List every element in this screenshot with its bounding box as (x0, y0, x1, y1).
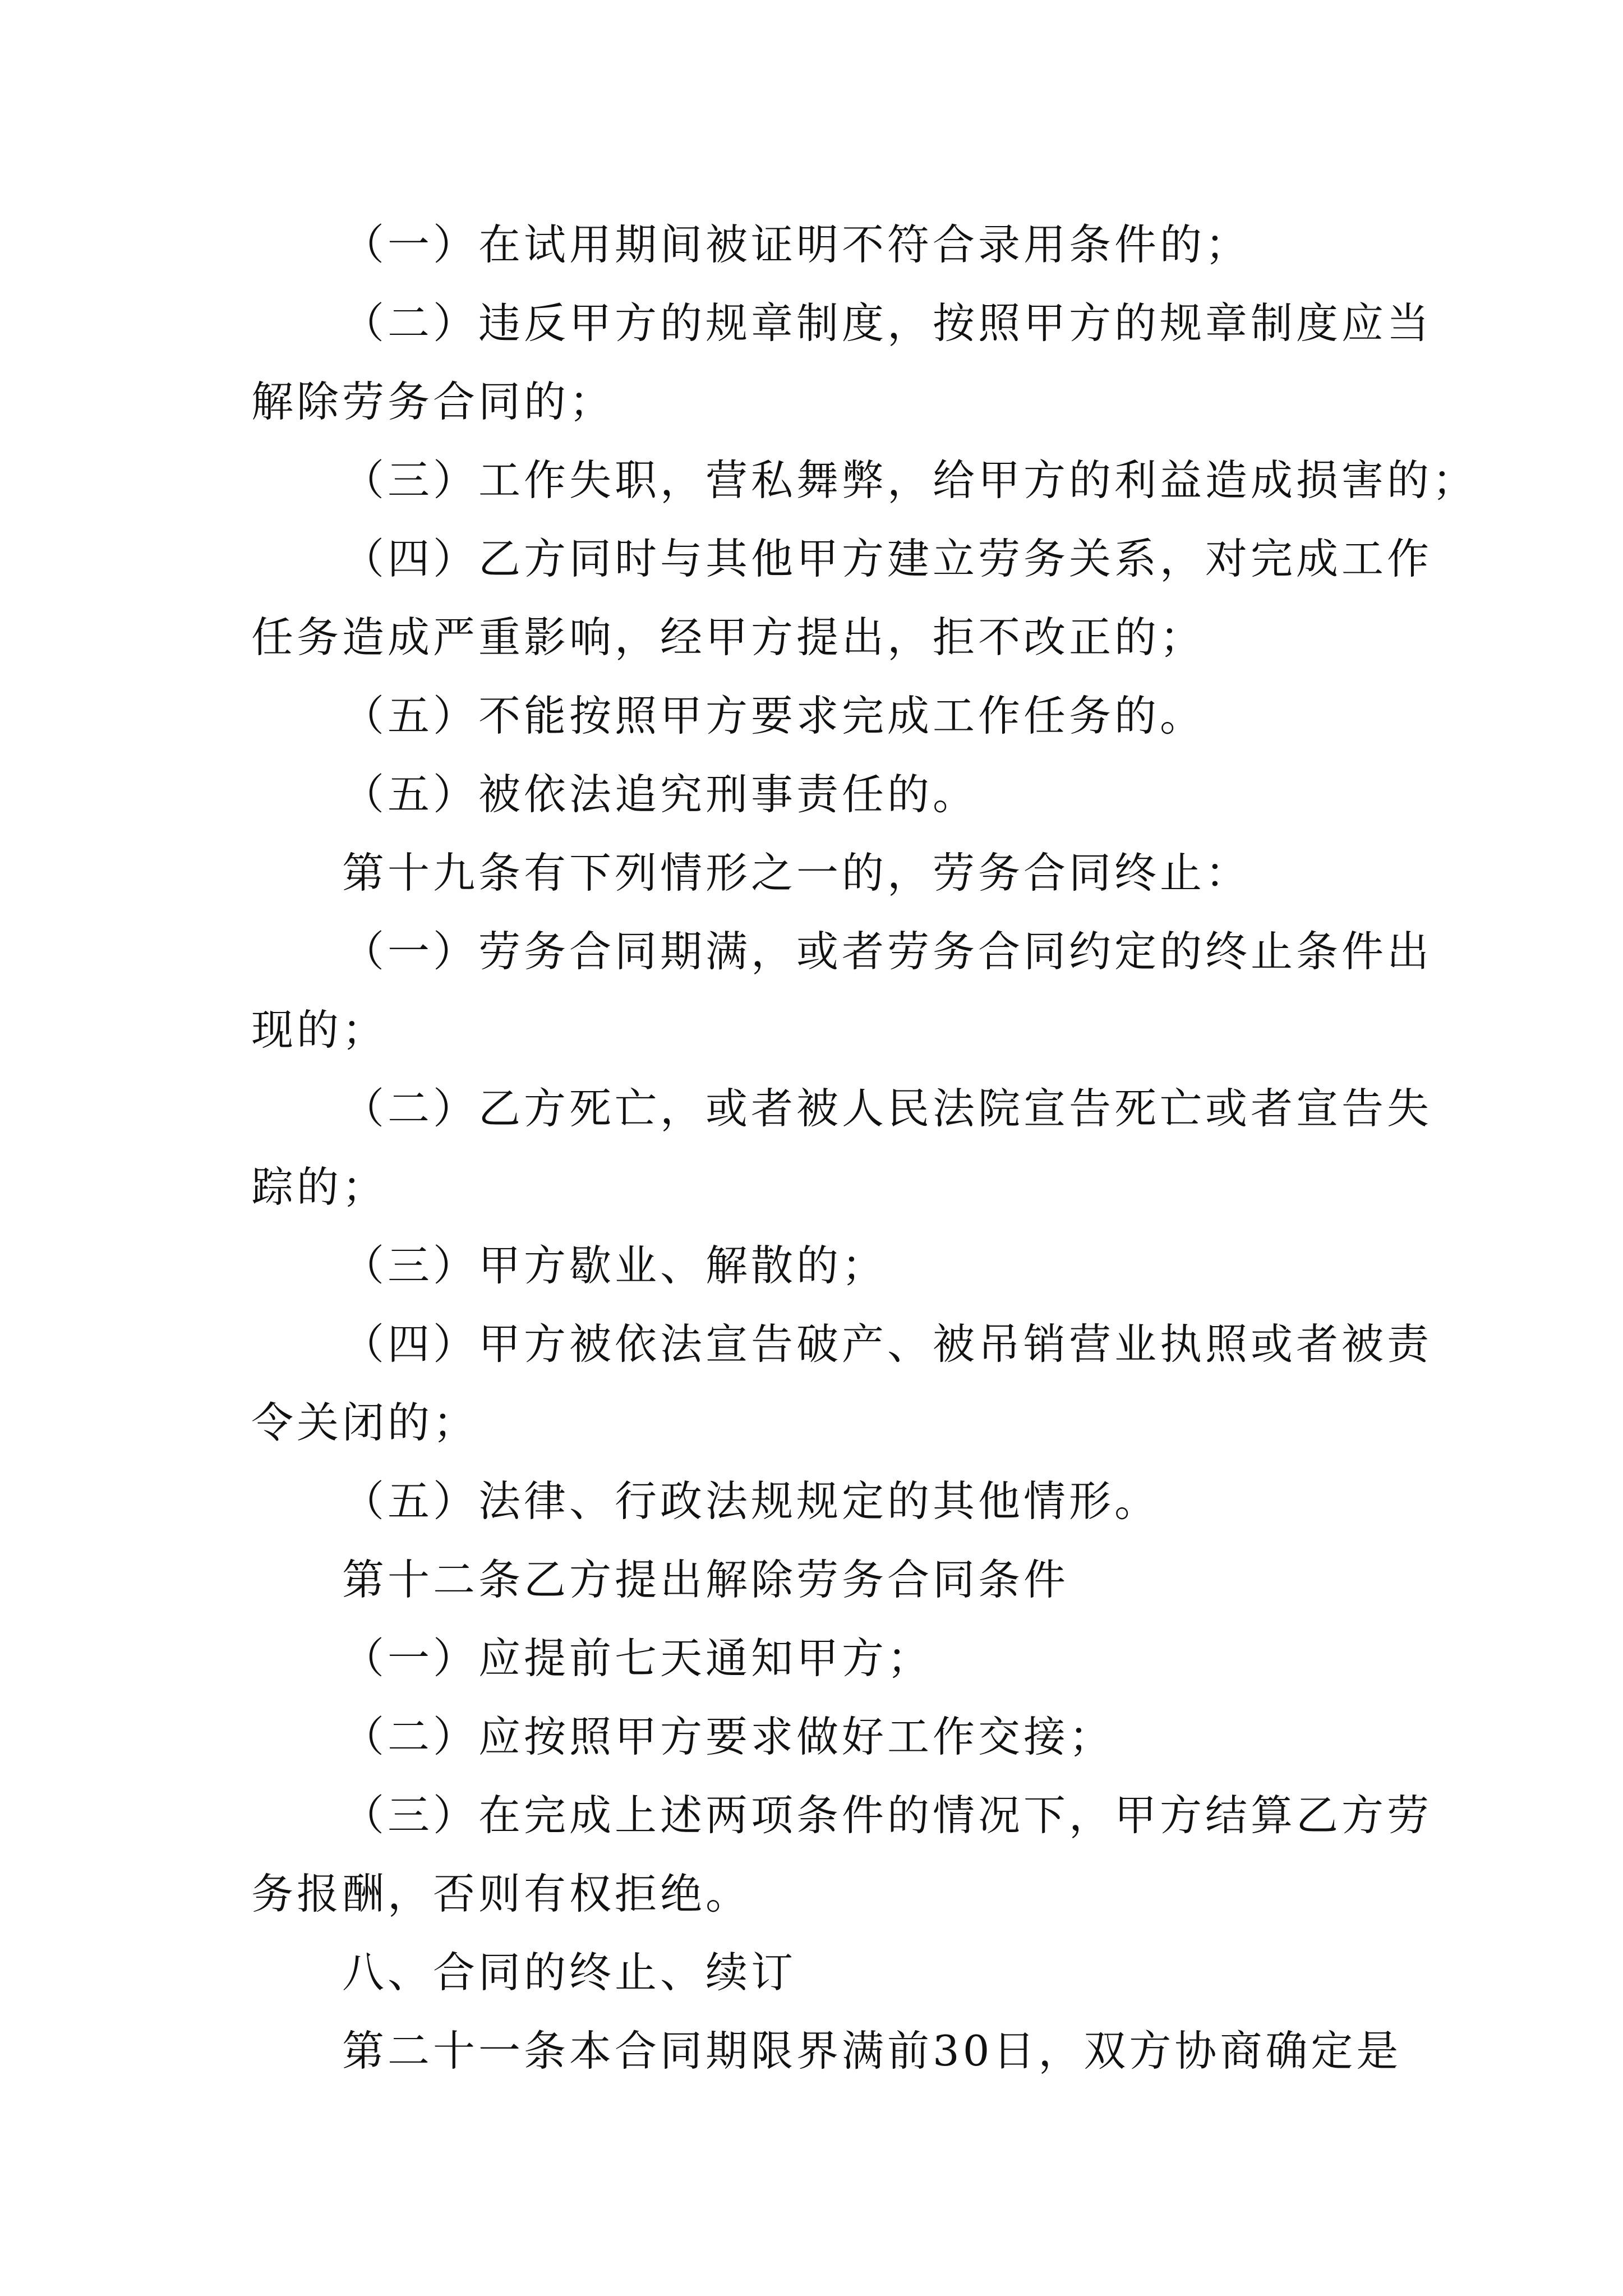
text-line: 解除劳务合同的； (251, 377, 615, 426)
text-line: 任务造成严重影响，经甲方提出，拒不改正的； (251, 613, 1206, 662)
text-line: 八、合同的终止、续订 (342, 1948, 797, 1997)
text-line: （一）劳务合同期满，或者劳务合同约定的终止条件出 (342, 927, 1433, 976)
text-line: 踪的； (251, 1162, 388, 1212)
text-line: （五）不能按照甲方要求完成工作任务的。 (342, 691, 1206, 740)
text-line: 第二十一条本合同期限界满前30日，双方协商确定是 (342, 2026, 1402, 2076)
text-line: 令关闭的； (251, 1398, 479, 1447)
text-line: （二）违反甲方的规章制度，按照甲方的规章制度应当 (342, 298, 1433, 348)
text-line: 第十二条乙方提出解除劳务合同条件 (342, 1555, 1069, 1604)
text-line: （五）法律、行政法规规定的其他情形。 (342, 1476, 1160, 1526)
text-line: （一）在试用期间被证明不符合录用条件的； (342, 220, 1251, 269)
text-line: （四）甲方被依法宣告破产、被吊销营业执照或者被责 (342, 1319, 1433, 1369)
text-line: （三）在完成上述两项条件的情况下，甲方结算乙方劳 (342, 1791, 1433, 1840)
text-line: （五）被依法追究刑事责任的。 (342, 770, 979, 819)
text-line: （三）甲方歇业、解散的； (342, 1241, 888, 1290)
text-line: （二）应按照甲方要求做好工作交接； (342, 1712, 1115, 1761)
text-line: 现的； (251, 1005, 388, 1055)
text-line: 务报酬，否则有权拒绝。 (251, 1869, 751, 1918)
text-line: （三）工作失职，营私舞弊，给甲方的利益造成损害的； (342, 455, 1478, 505)
text-line: （一）应提前七天通知甲方； (342, 1634, 933, 1683)
text-line: （二）乙方死亡，或者被人民法院宣告死亡或者宣告失 (342, 1084, 1433, 1133)
text-line: （四）乙方同时与其他甲方建立劳务关系，对完成工作 (342, 534, 1433, 583)
text-line: 第十九条有下列情形之一的，劳务合同终止： (342, 848, 1251, 898)
